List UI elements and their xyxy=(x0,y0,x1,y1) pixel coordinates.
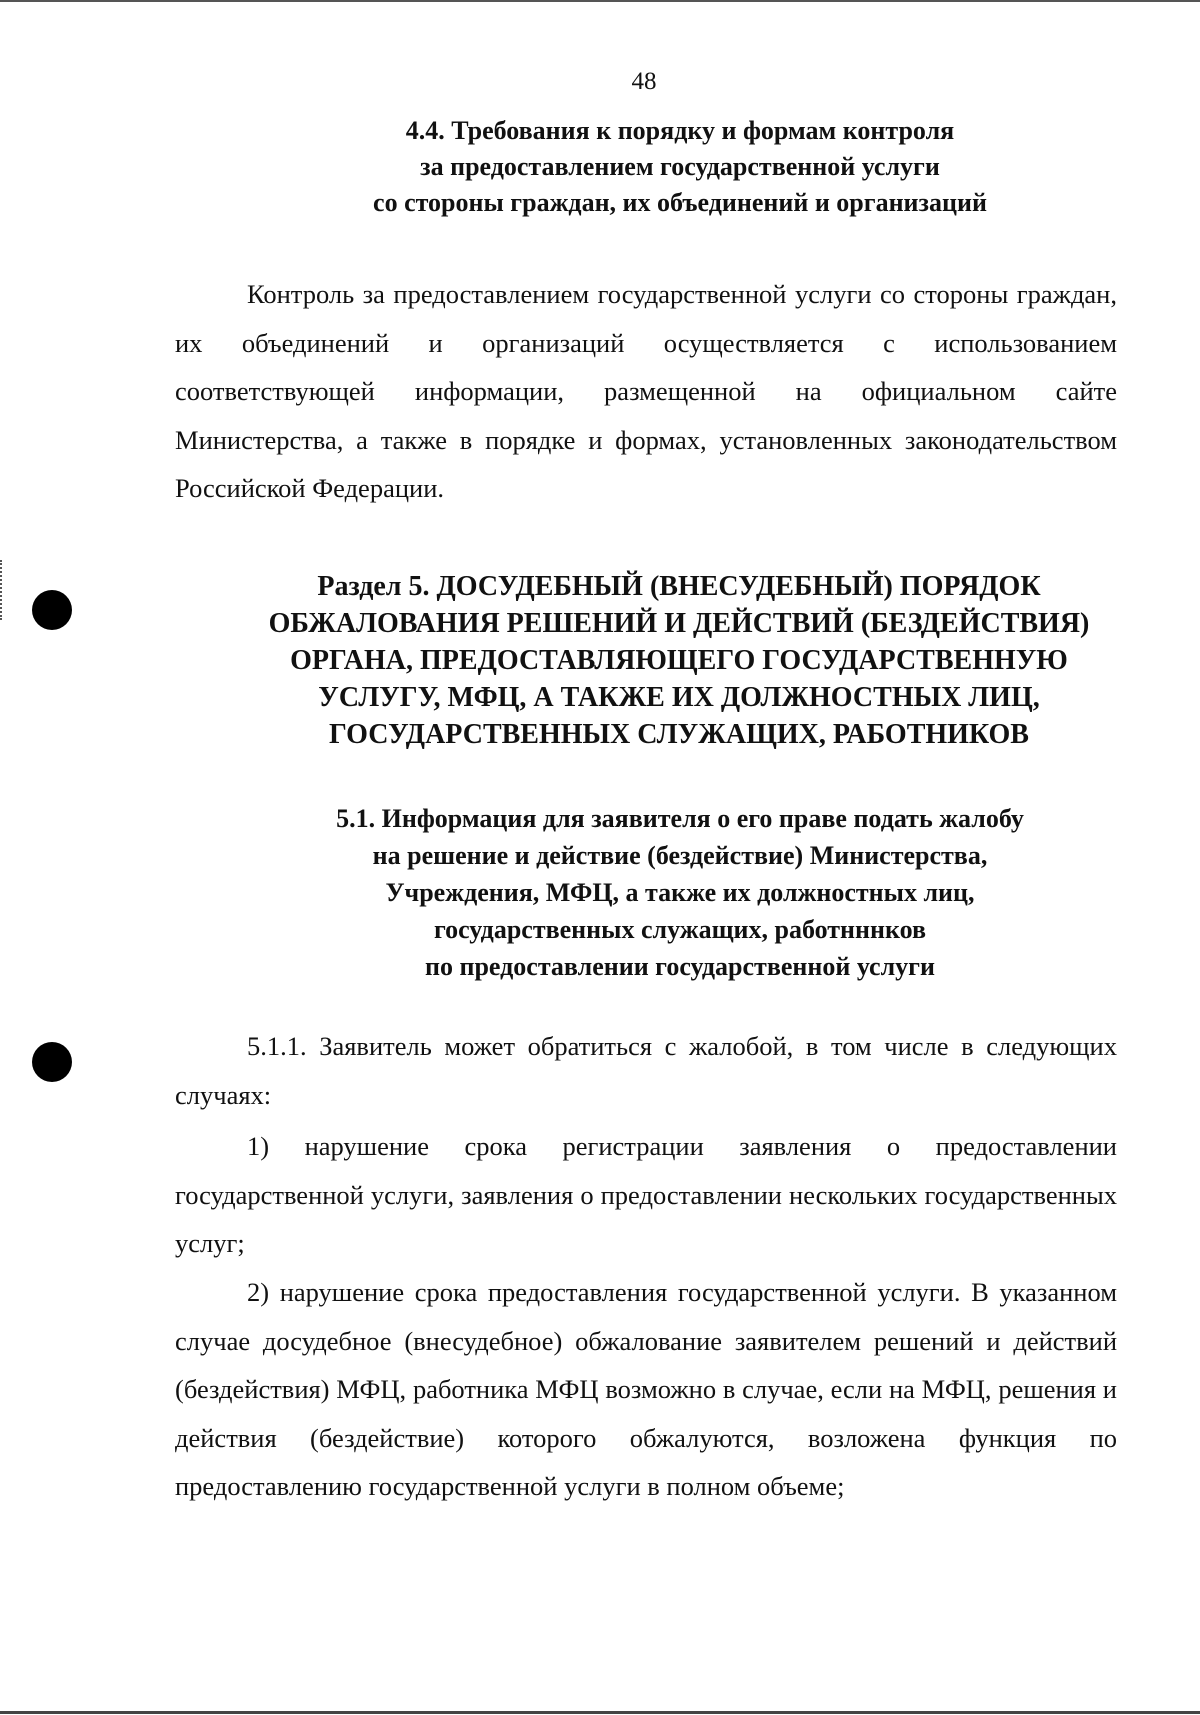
heading-line: 4.4. Требования к порядку и формам контроля xyxy=(405,116,955,145)
heading-line: 5.1. Информация для заявителя о его праве подать жалобу xyxy=(336,804,1024,833)
heading-line: Раздел 5. ДОСУДЕБНЫЙ (ВНЕСУДЕБНЫЙ) ПОРЯДОК xyxy=(317,571,1041,602)
heading-line: Учреждения, МФЦ, а также их должностных лиц, xyxy=(385,878,975,907)
heading-line: ОБЖАЛОВАНИЯ РЕШЕНИЙ И ДЕЙСТВИЙ (БЕЗДЕЙСТВИЯ) xyxy=(268,608,1090,639)
heading-line: ОРГАНА, ПРЕДОСТАВЛЯЮЩЕГО ГОСУДАРСТВЕННУЮ xyxy=(290,645,1068,676)
heading-line: государственных служащих, работнннков xyxy=(433,915,927,944)
heading-line: на решение и действие (бездействие) Министерства, xyxy=(372,841,988,870)
punch-hole xyxy=(32,1042,72,1082)
list-item-2-paragraph: 2) нарушение срока предоставления государственной услуги. В указанном случае досудебное (внесудебное) обжалование заявителем решений и действий (бездействия) МФЦ, работника МФЦ возможно в случае, если на МФЦ, решения и действия (бездействие) которого обжалуются, возложена функция по предоставлению государственной услуги в полном объеме; xyxy=(175,1277,1117,1501)
section-4-4-paragraph: Контроль за предоставлением государственной услуги со стороны граждан, их объединений и организаций осуществляется с использованием соответствующей информации, размещенной на официальном сайте Министерства, а также в порядке и формах, установленных законодательством Российской Федерации. xyxy=(175,279,1117,503)
section-5-heading xyxy=(0,568,1200,753)
heading-line: ГОСУДАРСТВЕННЫХ СЛУЖАЩИХ, РАБОТНИКОВ xyxy=(329,719,1029,750)
page-number: 48 xyxy=(631,68,657,95)
section-4-4-heading xyxy=(0,113,1200,221)
scan-bottom-edge xyxy=(0,1711,1200,1714)
section-5-1-heading xyxy=(0,800,1200,985)
heading-line: со стороны граждан, их объединений и организаций xyxy=(373,188,987,217)
heading-line: за предоставлением государственной услуги xyxy=(420,152,940,181)
heading-line: по предоставлении государственной услуги xyxy=(425,952,935,981)
scan-top-edge xyxy=(0,0,1200,2)
heading-line: УСЛУГУ, МФЦ, А ТАКЖЕ ИХ ДОЛЖНОСТНЫХ ЛИЦ, xyxy=(318,682,1040,713)
list-item-1-paragraph: 1) нарушение срока регистрации заявления о предоставлении государственной услуги, заявления о предоставлении нескольких государственных услуг; xyxy=(175,1131,1117,1258)
clause-5-1-1-paragraph: 5.1.1. Заявитель может обратиться с жалобой, в том числе в следующих случаях: xyxy=(175,1031,1117,1110)
